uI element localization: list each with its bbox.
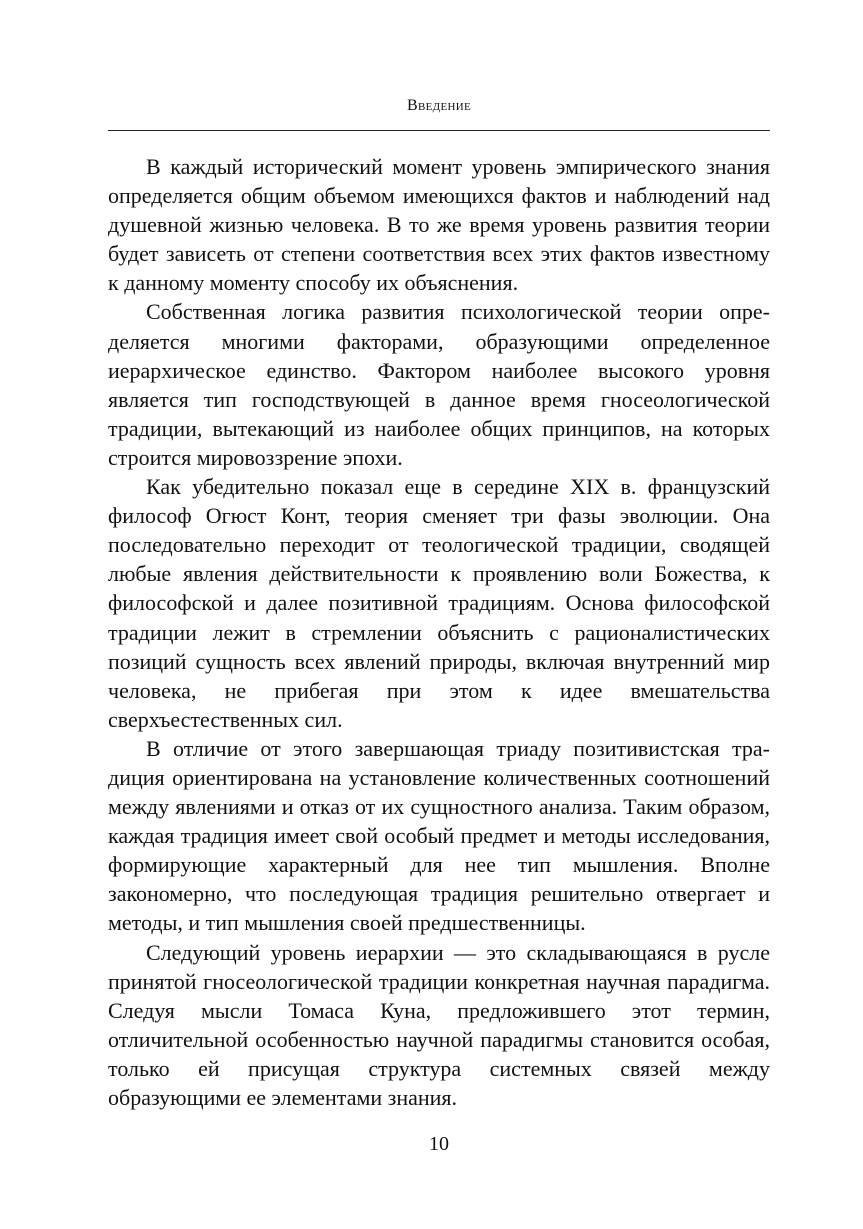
paragraph-5: Следующий уровень иерархии — это складывающаяся в русле принятой гносеологической традиции конкретная научная парадигма. Следуя мысли Томаса Куна, предложившего этот термин, отличительной особенностью научной парадигмы становится особая, только ей присущая структура системных связей между образующими ее элементами знания.	[108, 939, 770, 1110]
header-rule	[108, 130, 770, 131]
page-number: 10	[429, 1133, 449, 1155]
paragraph-3: Как убедительно показал еще в середине XIX в. французский философ Огюст Конт, теория сменяет три фазы эволюции. Она последовательно переходит от теологической традиции, сводящей любые явления действительности к проявлению воли Божества, к философской и далее позитивной традициям. Основа философской традиции лежит в стремлении объяснить с рационалистических позиций сущность всех явлений природы, включая внутренний мир человека, не прибегая при этом к идее вмешательства сверхъестественных сил.	[108, 474, 770, 732]
paragraph-2: Собственная логика развития психологической теории определяется многими факторами, образующими определенное иерархическое единство. Фактором наиболее высокого уровня является тип господствующей в данное время гносеологической традиции, вытекающий из наиболее общих принципов, на которых строится мировоззрение эпохи.	[108, 299, 770, 470]
paragraph-4: В отличие от этого завершающая триаду позитивистская традиция ориентирована на установление количественных соотношений между явлениями и отказ от их сущностного анализа. Таким образом, каждая традиция имеет свой особый предмет и методы исследования, формирующие характерный для нее тип мышления. Вполне закономерно, что последующая традиция решительно отвергает и методы, и тип мышления своей предшественницы.	[108, 735, 770, 936]
body-text	[108, 152, 770, 1112]
running-head: Введение	[407, 97, 471, 114]
paragraph-1: В каждый исторический момент уровень эмпирического знания определяется общим объемом имеющихся фактов и наблюдений над душевной жизнью человека. В то же время уровень развития теории будет зависеть от степени соответствия всех этих фактов известному к данному моменту способу их объяснения.	[108, 154, 770, 296]
